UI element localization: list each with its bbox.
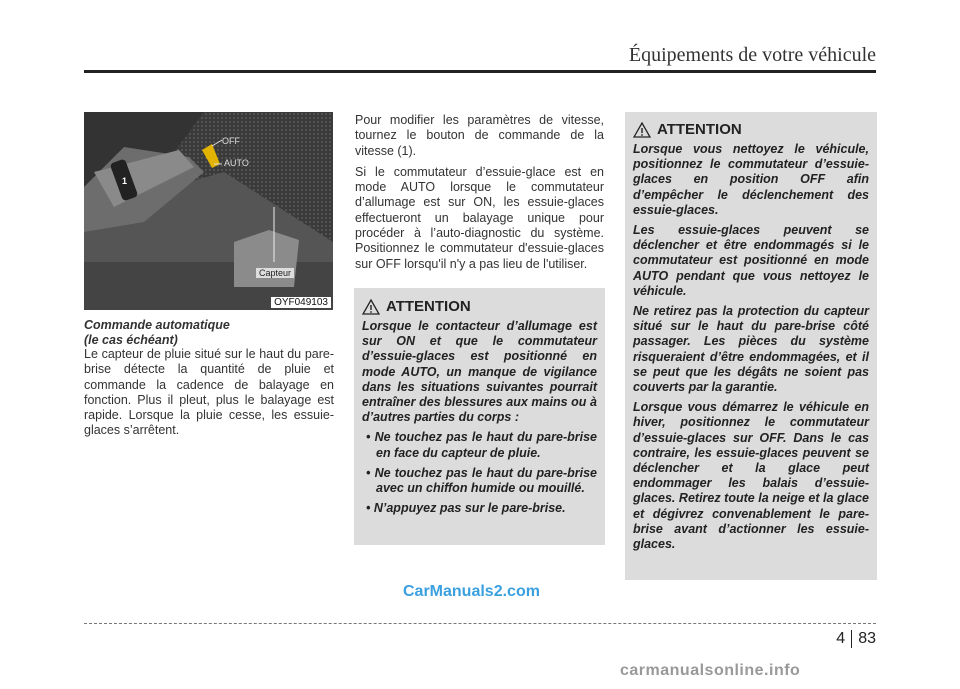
attention-paragraph-2: Les essuie-glaces peuvent se déclencher et être endommagés si le commutateur est positionné en mode AUTO pendant que vous nettoyez le véhicule. xyxy=(633,223,869,298)
attention-paragraph-3: Ne retirez pas la protection du capteur situé sur le haut du pare-brise côté passager. Les pièces du système risqueraient d’être endommagées, et il se peut que les dégâts ne soient pas couverts par la garantie. xyxy=(633,304,869,395)
warning-icon xyxy=(362,299,380,315)
site-watermark: carmanualsonline.info xyxy=(620,662,801,679)
attention-intro: Lorsque le contacteur d’allumage est sur ON et que le commutateur d’essuie-glaces est positionné en mode AUTO, un manque de vigilance dans les situations suivantes pourrait entraîner des blessures aux mains ou à d’autres parties du corps : xyxy=(362,319,597,425)
list-item: • N’appuyez pas sur le pare-brise. xyxy=(362,501,597,516)
subheading-line1: Commande automatique xyxy=(84,318,230,332)
left-paragraph: Le capteur de pluie situé sur le haut du pare-brise détecte la quantité de pluie et commande la cadence de balayage en fonction. Plus il pleut, plus le balayage est rapide. Lorsque la pluie cesse, les essuie-glaces s’arrêtent. xyxy=(84,347,334,438)
page-header-title: Équipements de votre véhicule xyxy=(628,44,876,66)
attention-title xyxy=(362,298,597,315)
footer-rule xyxy=(84,623,876,624)
wiper-switch-figure xyxy=(84,112,333,310)
chapter-number: 4 xyxy=(836,630,852,648)
wiper-switch-illustration xyxy=(84,112,333,310)
header-rule xyxy=(84,70,876,73)
page-number-value: 83 xyxy=(858,630,876,647)
middle-paragraph-2: Si le commutateur d’essuie-glace est en mode AUTO lorsque le commutateur d’allumage est sur ON, les essuie-glaces effectueront un balayage unique pour procéder à l’auto-diagnostic du système. Positionnez le commutateur d'essuie-glaces sur OFF lorsqu'il n'y a pas lieu de l'utiliser. xyxy=(355,164,604,271)
label-auto: AUTO xyxy=(224,158,249,168)
attention-title xyxy=(633,121,869,138)
list-item: • Ne touchez pas le haut du pare-brise avec un chiffon humide ou mouillé. xyxy=(362,466,597,496)
page-number xyxy=(836,630,876,648)
label-capteur: Capteur xyxy=(256,268,294,278)
label-off: OFF xyxy=(222,136,240,146)
attention-list xyxy=(362,430,597,516)
svg-text:1: 1 xyxy=(122,176,128,186)
middle-paragraph-1: Pour modifier les paramètres de vitesse, tournez le bouton de commande de la vitesse (1). xyxy=(355,113,604,158)
middle-text xyxy=(355,113,604,278)
watermark-link[interactable]: CarManuals2.com xyxy=(403,583,540,600)
attention-box-middle xyxy=(354,288,605,545)
subheading-line2: (le cas échéant) xyxy=(84,333,178,347)
section-subheading xyxy=(84,318,334,348)
figure-code: OYF049103 xyxy=(271,297,331,308)
warning-icon xyxy=(633,122,651,138)
list-item: • Ne touchez pas le haut du pare-brise en face du capteur de pluie. xyxy=(362,430,597,460)
attention-paragraph-1: Lorsque vous nettoyez le véhicule, positionnez le commutateur d’essuie-glaces en position OFF afin d’empêcher le déclenchement des essuie-glaces. xyxy=(633,142,869,217)
attention-paragraph-4: Lorsque vous démarrez le véhicule en hiver, positionnez le commutateur d’essuie-glaces sur OFF. Dans le cas contraire, les essuie-glaces peuvent se déclencher et la glace peut endommager les balais d’essuie-glaces. Retirez toute la neige et la glace et dégivrez convenablement le pare-brise avant d’actionner les essuie-glaces. xyxy=(633,400,869,552)
attention-title-text: ATTENTION xyxy=(657,121,742,138)
attention-title-text: ATTENTION xyxy=(386,298,471,315)
attention-box-right xyxy=(625,112,877,580)
